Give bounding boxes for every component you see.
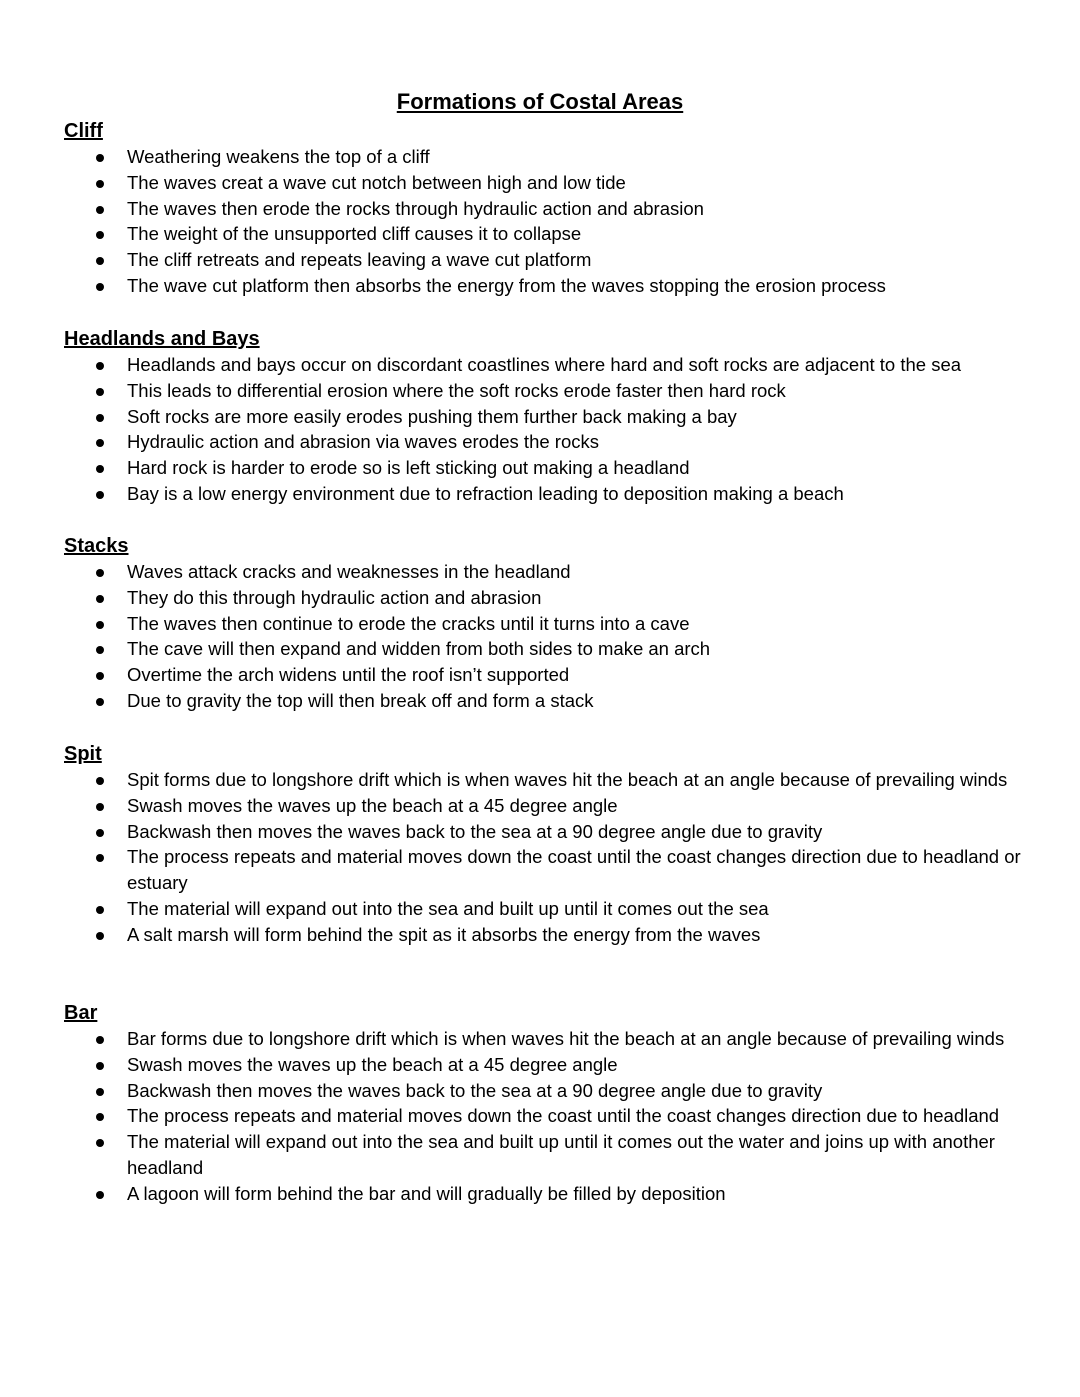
list-item-text: The process repeats and material moves down the coast until the coast changes direction due to headland xyxy=(127,1105,1000,1127)
list-item-text: A salt marsh will form behind the spit as it absorbs the energy from the waves xyxy=(127,923,761,945)
list-item xyxy=(64,429,1024,455)
list-item-text: A lagoon will form behind the bar and will gradually be filled by deposition xyxy=(127,1182,726,1204)
list-item-text: Backwash then moves the waves back to the sea at a 90 degree angle due to gravity xyxy=(127,820,823,842)
list-item-text: Soft rocks are more easily erodes pushing them further back making a bay xyxy=(127,405,737,427)
list-item-text: Backwash then moves the waves back to the sea at a 90 degree angle due to gravity xyxy=(127,1079,823,1101)
list-item xyxy=(64,793,1024,819)
bullet-icon xyxy=(96,1062,104,1070)
list-item-text: The cliff retreats and repeats leaving a wave cut platform xyxy=(127,249,592,271)
list-item-text: Swash moves the waves up the beach at a 45 degree angle xyxy=(127,794,618,816)
bullet-icon xyxy=(96,362,104,370)
list-item-text: Swash moves the waves up the beach at a 45 degree angle xyxy=(127,1053,618,1075)
list-item-text: Headlands and bays occur on discordant coastlines where hard and soft rocks are adjacent to the sea xyxy=(127,354,962,375)
list-item xyxy=(64,170,1024,196)
bullet-icon xyxy=(96,465,104,473)
list-item-text: The weight of the unsupported cliff causes it to collapse xyxy=(127,223,582,245)
list-item xyxy=(64,247,1024,273)
list-item-text: The material will expand out into the sea and built up until it comes out the water and joins up with another headland xyxy=(127,1131,995,1178)
section-heading: Stacks xyxy=(64,535,129,557)
list-item xyxy=(64,819,1024,845)
section-heading: Headlands and Bays xyxy=(64,328,260,350)
bullet-icon xyxy=(96,621,104,629)
list-item xyxy=(64,896,1024,922)
list-item xyxy=(64,1052,1024,1078)
list-item xyxy=(64,455,1024,481)
bullet-icon xyxy=(96,206,104,214)
list-item-text: They do this through hydraulic action and abrasion xyxy=(127,586,542,608)
bullet-icon xyxy=(96,829,104,837)
bullet-icon xyxy=(96,283,104,291)
list-item xyxy=(64,662,1024,688)
section-headlands-and-bays xyxy=(64,326,1024,507)
list-item xyxy=(64,196,1024,222)
list-item xyxy=(64,1129,1024,1181)
list-item xyxy=(64,273,1024,299)
bullet-icon xyxy=(96,646,104,654)
list-item-text: The waves creat a wave cut notch between high and low tide xyxy=(127,171,626,193)
list-item-text: This leads to differential erosion where the soft rocks erode faster then hard rock xyxy=(127,379,786,401)
section-stacks xyxy=(64,533,1024,714)
list-item xyxy=(64,404,1024,430)
bullet-icon xyxy=(96,414,104,422)
list-item xyxy=(64,611,1024,637)
bullet-list xyxy=(64,1026,1024,1207)
section-bar xyxy=(64,1000,1024,1207)
bullet-icon xyxy=(96,257,104,265)
list-item-text: Weathering weakens the top of a cliff xyxy=(127,146,430,167)
list-item xyxy=(64,1103,1024,1129)
list-item-text: The material will expand out into the sea and built up until it comes out the sea xyxy=(127,897,769,919)
list-item xyxy=(64,585,1024,611)
bullet-icon xyxy=(96,672,104,680)
section-spit xyxy=(64,741,1024,948)
list-item xyxy=(64,481,1024,507)
list-item xyxy=(64,1078,1024,1104)
list-item xyxy=(64,1026,1024,1052)
list-item-text: Overtime the arch widens until the roof isn’t supported xyxy=(127,664,570,686)
bullet-icon xyxy=(96,854,104,862)
list-item-text: Hard rock is harder to erode so is left sticking out making a headland xyxy=(127,457,690,479)
list-item xyxy=(64,767,1024,793)
list-item-text: The process repeats and material moves down the coast until the coast changes direction due to headland or estuary xyxy=(127,846,1021,894)
bullet-icon xyxy=(96,231,104,239)
list-item xyxy=(64,221,1024,247)
bullet-icon xyxy=(96,180,104,188)
bullet-icon xyxy=(96,803,104,811)
bullet-icon xyxy=(96,906,104,914)
bullet-icon xyxy=(96,569,104,577)
list-item xyxy=(64,1181,1024,1207)
bullet-icon xyxy=(96,388,104,396)
bullet-icon xyxy=(96,1088,104,1096)
list-item-text: Hydraulic action and abrasion via waves erodes the rocks xyxy=(127,431,599,453)
bullet-icon xyxy=(96,595,104,603)
document-title: Formations of Costal Areas xyxy=(396,89,684,114)
bullet-list xyxy=(64,559,1024,714)
bullet-list xyxy=(64,767,1024,948)
list-item xyxy=(64,352,1024,378)
bullet-icon xyxy=(96,932,104,940)
list-item-text: The waves then erode the rocks through hydraulic action and abrasion xyxy=(127,197,704,219)
bullet-icon xyxy=(96,1113,104,1121)
bullet-list xyxy=(64,352,1024,507)
list-item xyxy=(64,636,1024,662)
section-heading: Spit xyxy=(64,743,102,765)
list-item-text: Bar forms due to longshore drift which is when waves hit the beach at an angle because of prevailing winds xyxy=(127,1028,1005,1049)
bullet-list xyxy=(64,144,1024,299)
bullet-icon xyxy=(96,439,104,447)
list-item xyxy=(64,559,1024,585)
list-item xyxy=(64,688,1024,714)
list-item-text: Waves attack cracks and weaknesses in the headland xyxy=(127,561,571,582)
list-item-text: Spit forms due to longshore drift which is when waves hit the beach at an angle because of prevailing winds xyxy=(127,769,1008,790)
list-item-text: The cave will then expand and widden from both sides to make an arch xyxy=(127,638,711,660)
list-item-text: Due to gravity the top will then break off and form a stack xyxy=(127,689,594,711)
list-item xyxy=(64,922,1024,948)
bullet-icon xyxy=(96,1139,104,1147)
list-item-text: The wave cut platform then absorbs the energy from the waves stopping the erosion process xyxy=(127,274,886,296)
list-item xyxy=(64,844,1024,896)
section-heading: Cliff xyxy=(64,120,103,142)
section-cliff xyxy=(64,118,1024,299)
bullet-icon xyxy=(96,777,104,785)
bullet-icon xyxy=(96,698,104,706)
bullet-icon xyxy=(96,1191,104,1199)
section-heading: Bar xyxy=(64,1002,98,1024)
list-item-text: The waves then continue to erode the cracks until it turns into a cave xyxy=(127,612,690,634)
bullet-icon xyxy=(96,491,104,499)
list-item xyxy=(64,378,1024,404)
bullet-icon xyxy=(96,1036,104,1044)
list-item xyxy=(64,144,1024,170)
list-item-text: Bay is a low energy environment due to refraction leading to deposition making a beach xyxy=(127,482,844,504)
bullet-icon xyxy=(96,154,104,162)
